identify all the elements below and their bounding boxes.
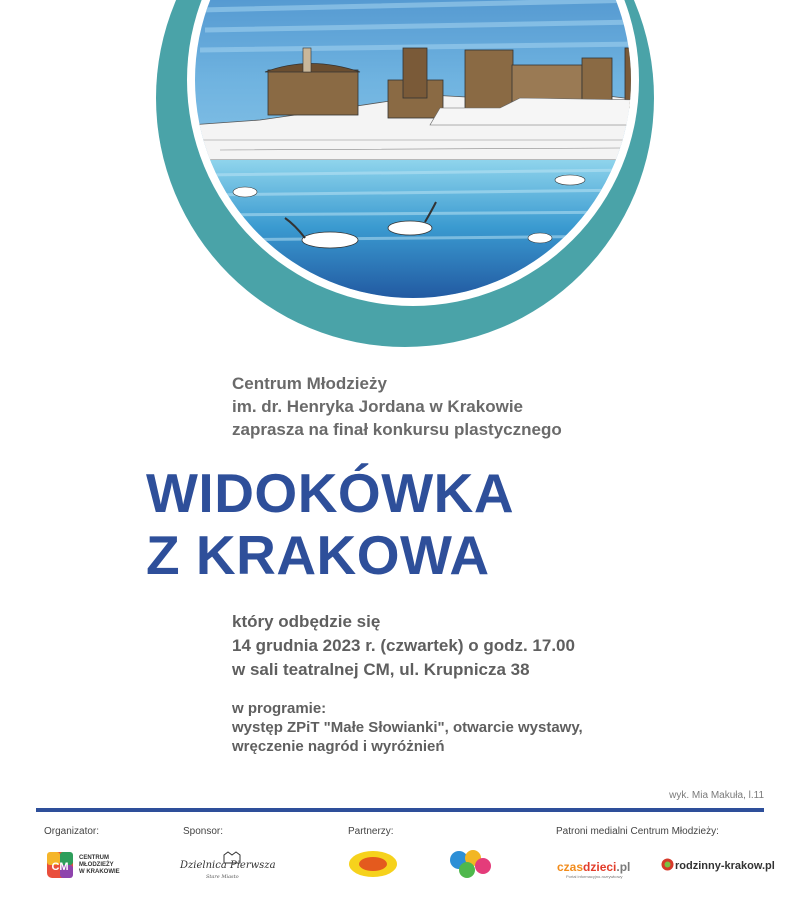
dzielnica-logo-sub: Stare Miasto <box>206 874 239 880</box>
park-partner-logo-icon[interactable] <box>447 848 493 880</box>
details-line-2: 14 grudnia 2023 r. (czwartek) o godz. 17.00 <box>232 636 575 655</box>
organizer-label: Organizator: <box>44 826 100 837</box>
footer-divider <box>36 808 764 812</box>
cm-logo-text <box>79 855 120 876</box>
cm-logo-line-3: W KRAKOWIE <box>79 869 120 875</box>
partners-label: Partnerzy: <box>348 826 394 837</box>
details-line-1: który odbędzie się <box>232 612 381 631</box>
intro-line-1: Centrum Młodzieży <box>232 374 387 393</box>
rodzinny-krakow-logo-icon <box>661 858 674 871</box>
program-line-1: w programie: <box>232 700 327 717</box>
program-line-3: wręczenie nagród i wyróżnień <box>232 738 445 755</box>
artwork-credit: wyk. Mia Makuła, l.11 <box>669 790 764 801</box>
dzielnica-logo-text[interactable]: Dzielnica Pierwsza <box>180 860 276 871</box>
details-line-3: w sali teatralnej CM, ul. Krupnicza 38 <box>232 660 530 679</box>
czas-prefix: czas <box>557 860 584 874</box>
czasdzieci-logo[interactable] <box>557 860 630 874</box>
title-line-2: Z KRAKOWA <box>146 524 490 586</box>
event-title <box>146 462 514 586</box>
czasdzieci-sub: Portal informacyjno-rozrywkowy <box>566 874 623 879</box>
cm-logo-line-2: MŁODZIEŻY <box>79 862 114 868</box>
czas-suffix: .pl <box>616 860 631 874</box>
svg-text:CM: CM <box>51 861 69 873</box>
intro-line-3: zaprasza na finał konkursu plastycznego <box>232 420 562 439</box>
event-details <box>232 610 575 682</box>
sponsor-label: Sponsor: <box>183 826 224 837</box>
patrons-label: Patroni medialni Centrum Młodzieży: <box>556 826 719 837</box>
hero-illustration <box>0 0 800 350</box>
program-block <box>232 699 583 756</box>
centrum-mlodziezy-logo-icon[interactable] <box>45 850 75 880</box>
czas-main: dzieci <box>583 860 617 874</box>
kino-partner-logo-icon[interactable] <box>348 850 398 878</box>
intro-line-2: im. dr. Henryka Jordana w Krakowie <box>232 397 524 416</box>
cm-logo-line-1: CENTRUM <box>79 855 109 861</box>
program-line-2: występ ZPiT "Małe Słowianki", otwarcie wystawy, <box>232 719 583 736</box>
rodzinny-krakow-logo[interactable]: rodzinny-krakow.pl <box>675 860 775 872</box>
intro-block <box>232 372 562 441</box>
title-line-1: WIDOKÓWKA <box>146 462 515 524</box>
